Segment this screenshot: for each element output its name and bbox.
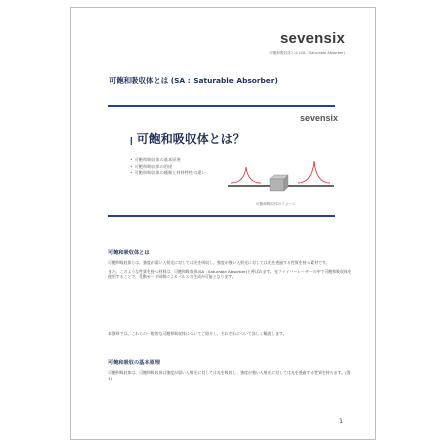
slide-bullet: • 可飽和吸収体の用途 [130,164,206,171]
page-number: 1 [339,418,343,425]
slide-top-rule [108,105,335,107]
document-title: 可飽和吸収体とは (SA : Saturable Absorber) [109,76,278,85]
slide-bottom-rule [108,215,335,217]
slide-bullet: • 可飽和吸収体の基本原理 [130,157,206,164]
slide-bullet-list [130,157,206,177]
slide-title [128,130,245,147]
section-heading: 可飽和吸収の基本原理 [108,360,160,366]
document-page [70,7,376,440]
intro-note: 本資料では、これらの一般的な可飽和吸収体についてご紹介し、それぞれについて詳しく解説します。 [108,331,287,336]
section-principle [108,359,353,384]
header-subtitle: 可飽和吸収体とは (SA : Saturable Absorber) [269,51,345,55]
slide-logo: sevensix [299,113,338,123]
figure-caption: 可飽和吸収体のイメージ [256,202,296,206]
section-heading: 可飽和吸収体とは [108,250,150,256]
slide-bullet: • 可飽和吸収体の種類と材料特性の違い [130,170,206,177]
absorber-block-front [270,179,284,191]
company-logo: sevensix [280,30,345,47]
output-pulse-icon [298,161,330,183]
section-definition [108,249,353,283]
slide-title-text: 可飽和吸収体とは？ [136,132,245,146]
input-pulse-icon [231,167,261,183]
section-paragraph: また、このような性質を持つ材料は、可飽和吸収体(SA : Saturable Absorber)と呼ばれます。光ファイバーレーザーの中で可飽和吸収体を使用することで、受動モード同期によるパルスの生成が可能となります。 [108,268,352,280]
slide-figure [108,105,368,217]
title-marker-icon: ❙ [128,136,135,145]
section-paragraph: 可飽和吸収体とは、強度が弱い入射光に対しては光を吸収し、強度が強い入射光に対しては光を透過する性質を持つ素材です。 [108,260,330,265]
section-paragraph: 可飽和吸収体は、可飽和吸収体は強度が弱い入射光に対しては光を吸収し、強度が強い入射光に対しては光を透過する性質を持ちます。(図1) [108,370,351,381]
